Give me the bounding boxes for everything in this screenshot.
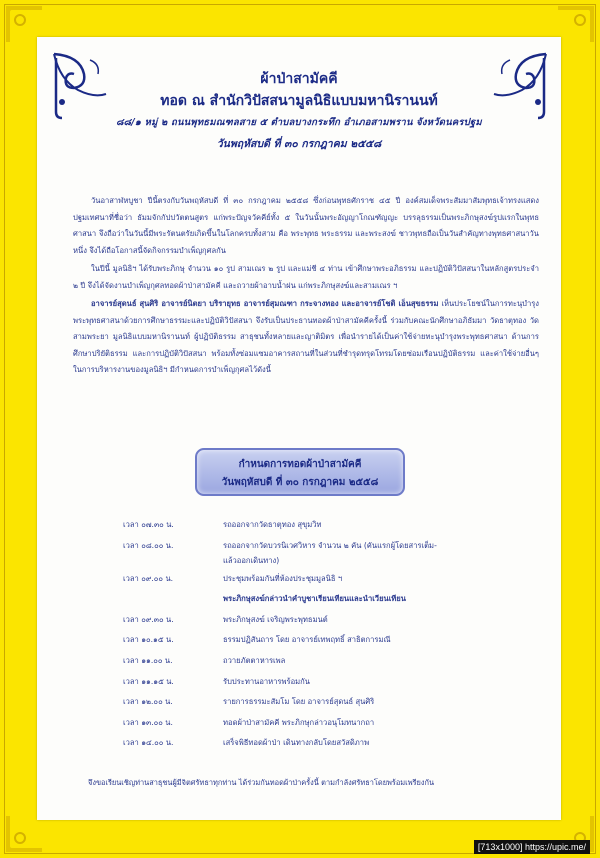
schedule-time: เวลา ๐๗.๓๐ น. (123, 520, 174, 529)
schedule-row (123, 610, 523, 631)
schedule-row (123, 672, 523, 693)
schedule-activity-continued: แล้วออกเดินทาง) (223, 555, 280, 565)
schedule-time: เวลา ๑๑.๐๐ น. (123, 655, 173, 665)
schedule-activity: ทอดผ้าป่าสามัคคี พระภิกษุกล่าวอนุโมทนากถา (223, 717, 375, 727)
schedule-activity: ธรรมปฏิสันถาร โดย อาจารย์เทพฤทธิ์ สาธิตการมณี (223, 635, 391, 645)
document-title: ผ้าป่าสามัคคี (260, 71, 338, 87)
schedule-activity: เสร็จพิธีทอดผ้าป่า เดินทางกลับโดยสวัสดิภาพ (223, 738, 370, 748)
schedule-activity: ถวายภัตตาหารเพล (223, 655, 286, 665)
closing-invitation: จึงขอเรียนเชิญท่านสาธุชนผู้มีจิตศรัทธาทุกท่าน ได้ร่วมกันทอดผ้าป่าครั้งนี้ ตามกำลังศรัทธาโดยพร้อมเพรียงกัน (88, 778, 435, 787)
paragraph-3-hosts: อาจารย์สุดนธ์ สุนศิริ อาจารย์นิตยา บริรายุทธ อาจารย์สุมณฑา กระจางทอง และอาจารย์โชติ เอ็นสุขธรรม (91, 299, 439, 308)
schedule-activity: พระภิกษุสงฆ์ เจริญพระพุทธมนต์ (223, 614, 328, 624)
venue-address: ๘๘/๑ หมู่ ๒ ถนนพุทธมณฑลสาย ๕ ตำบลบางกระทึก อำเภอสามพราน จังหวัดนครปฐม (116, 117, 482, 128)
schedule-time: เวลา ๐๙.๓๐ น. (123, 614, 174, 624)
schedule-activity: รถออกจากวัดบวรนิเวศวิหาร จำนวน ๒ คัน (คันแรกผู้โดยสารเต็ม- (223, 540, 437, 550)
schedule-row (123, 692, 523, 713)
schedule-activity: รับประทานอาหารพร้อมกัน (223, 676, 310, 686)
schedule-row (123, 536, 523, 569)
schedule-title-box (195, 448, 405, 496)
body-text (73, 193, 539, 381)
schedule-row (123, 713, 523, 734)
schedule-time: เวลา ๐๙.๐๐ น. (123, 573, 174, 583)
schedule-row (123, 733, 523, 754)
schedule-row (123, 589, 523, 610)
schedule-title: กำหนดการทอดผ้าป่าสามัคคี (238, 459, 362, 470)
paragraph-3 (73, 296, 539, 379)
paragraph-1: วันอาสาฬหบูชา ปีนี้ตรงกับวันพฤหัสบดี ที่ ๓๐ กรกฎาคม ๒๕๕๘ ซึ่งก่อนพุทธศักราช ๔๕ ปี องค์สมเด็จพระสัมมาสัมพุทธเจ้าทรงแสดงปฐมเทศนาที่ชื่อว่า ธัมมจักกัปปวัตตนสูตร แก่พระปัญจวัคคีย์ทั้ง ๕ ในวันนั้นพระอัญญาโกณฑัญญะ บรรลุธรรมเป็นพระภิกษุสงฆ์รูปแรกในพุทธศาสนา จึงถือว่าในวันนี้มีพระรัตนตรัยเกิดขึ้นในโลกครบทั้งสาม คือ พระพุทธ พระธรรม และพระสงฆ์ ชาวพุทธถือเป็นวันสำคัญทางพุทธศาสนาวันหนึ่ง จึงได้ถือโอกาสนี้จัดกิจกรรมบำเพ็ญกุศลกัน (73, 196, 539, 255)
schedule-time: เวลา ๑๓.๐๐ น. (123, 717, 173, 727)
schedule-row (123, 515, 523, 536)
venue-title: ทอด ณ สำนักวิปัสสนามูลนิธิแบบมหานิรานนท์ (160, 93, 438, 109)
schedule-time: เวลา ๑๒.๐๐ น. (123, 697, 173, 707)
schedule-row (123, 630, 523, 651)
event-date: วันพฤหัสบดี ที่ ๓๐ กรกฎาคม ๒๕๕๘ (216, 138, 382, 150)
schedule-time: เวลา ๑๔.๐๐ น. (123, 738, 174, 748)
schedule-time: เวลา ๐๘.๐๐ น. (123, 540, 174, 550)
schedule-activity: ประชุมพร้อมกันที่ห้องประชุมมูลนิธิ ฯ (223, 573, 343, 583)
schedule-list (123, 515, 523, 754)
schedule-time: เวลา ๑๑.๑๕ น. (123, 676, 174, 686)
schedule-date: วันพฤหัสบดี ที่ ๓๐ กรกฎาคม ๒๕๕๘ (221, 477, 379, 488)
image-host-credit[interactable]: [713x1000] https://upic.me/ (474, 840, 590, 854)
schedule-activity: รายการธรรมะสัมโม โดย อาจารย์สุดนธ์ สุนศิริ (223, 697, 375, 707)
schedule-time: เวลา ๑๐.๑๕ น. (123, 635, 174, 645)
schedule-row (123, 651, 523, 672)
paragraph-3-text: เห็นประโยชน์ในการทะนุบำรุงพระพุทธศาสนาด้วยการศึกษาธรรมะและปฏิบัติวิปัสสนา จึงรับเป็นประธานทอดผ้าป่าสามัคคีครั้งนี้ ร่วมกับคณะนักศึกษาอภิธัมมา วัดธาตุทอง วัดสามพระยา มูลนิธิแบบมหานิรานนท์ ผู้ปฏิบัติธรรม สาธุชนทั้งหลายและญาติมิตร เพื่อนำรายได้เป็นค่าใช้จ่ายทะนุบำรุงพระพุทธศาสนา ด้านการศึกษาปริยัติธรรม และการปฏิบัติวิปัสสนา พร้อมทั้งซ่อมแซมอาคารสถานที่ในส่วนที่ชำรุดทรุดโทรมโดยซ่อมเรือนปฏิบัติธรรม และค่าใช้จ่ายอื่นๆ ในการบริหารงานของมูลนิธิฯ มีกำหนดการบำเพ็ญกุศลไว้ดังนี้ (73, 299, 540, 374)
paragraph-2: ในปีนี้ มูลนิธิฯ ได้รับพระภิกษุ จำนวน ๑๐ รูป สามเณร ๒ รูป และแม่ชี ๔ ท่าน เข้าศึกษาพระอภิธรรม และปฏิบัติวิปัสสนาในหลักสูตรประจำ ๒ ปี จึงได้จัดงานบำเพ็ญกุศลทอดผ้าป่าสามัคคี และถวายผ้าอาบน้ำฝน แก่พระภิกษุสงฆ์และสามเณร ฯ (73, 264, 539, 290)
schedule-activity: พระภิกษุสงฆ์กล่าวนำคำบูชาเรียนเทียนและนำเวียนเทียน (223, 594, 406, 604)
schedule-activity: รถออกจากวัดธาตุทอง สุขุมวิท (223, 520, 322, 529)
schedule-row (123, 569, 523, 590)
